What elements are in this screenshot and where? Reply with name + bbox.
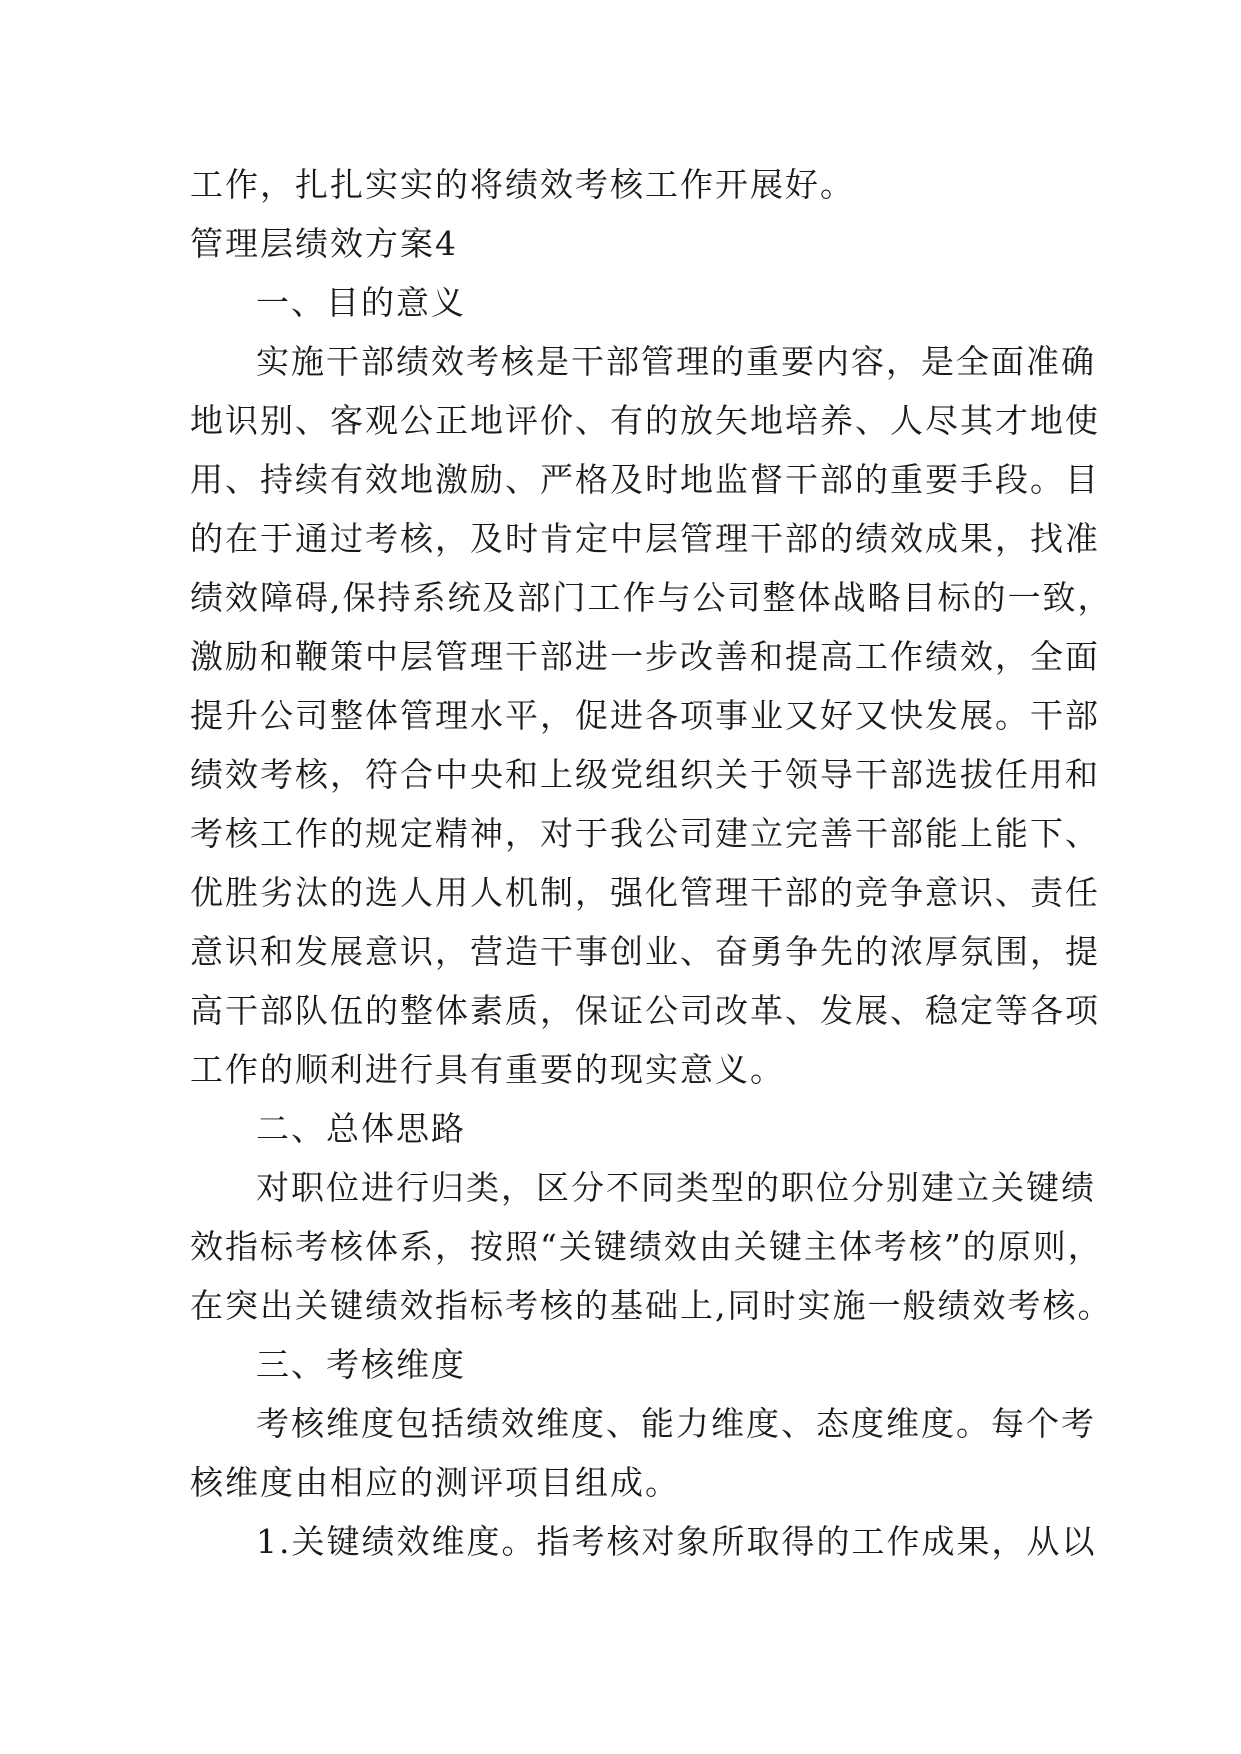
- list-item-key-performance: 1.关键绩效维度。指考核对象所取得的工作成果，从以: [256, 1522, 1097, 1561]
- paragraph-line: 对职位进行归类，区分不同类型的职位分别建立关键绩: [256, 1168, 1096, 1207]
- paragraph-line: 的在于通过考核，及时肯定中层管理干部的绩效成果，找准: [190, 519, 1100, 558]
- section-title: 管理层绩效方案4: [190, 224, 458, 263]
- paragraph-line: 意识和发展意识，营造干事创业、奋勇争先的浓厚氛围，提: [190, 932, 1100, 971]
- paragraph-line-continuation: 工作，扎扎实实的将绩效考核工作开展好。: [190, 165, 855, 204]
- heading-approach: 二、总体思路: [256, 1109, 466, 1148]
- paragraph-line-end: 在突出关键绩效指标考核的基础上,同时实施一般绩效考核。: [190, 1286, 1113, 1325]
- paragraph-line: 用、持续有效地激励、严格及时地监督干部的重要手段。目: [190, 460, 1100, 499]
- paragraph-line-end: 工作的顺利进行具有重要的现实意义。: [190, 1050, 785, 1089]
- paragraph-line: 实施干部绩效考核是干部管理的重要内容，是全面准确: [256, 342, 1096, 381]
- paragraph-line: 地识别、客观公正地评价、有的放矢地培养、人尽其才地使: [190, 401, 1100, 440]
- paragraph-line: 激励和鞭策中层管理干部进一步改善和提高工作绩效，全面: [190, 637, 1100, 676]
- paragraph-line: 优胜劣汰的选人用人机制，强化管理干部的竞争意识、责任: [190, 873, 1100, 912]
- paragraph-line-end: 核维度由相应的测评项目组成。: [190, 1463, 680, 1502]
- paragraph-line: 绩效考核，符合中央和上级党组织关于领导干部选拔任用和: [190, 755, 1100, 794]
- paragraph-line: 高干部队伍的整体素质，保证公司改革、发展、稳定等各项: [190, 991, 1100, 1030]
- heading-purpose: 一、目的意义: [256, 283, 466, 322]
- paragraph-line: 考核工作的规定精神，对于我公司建立完善干部能上能下、: [190, 814, 1100, 853]
- paragraph-line: 效指标考核体系，按照“关键绩效由关键主体考核”的原则，: [190, 1227, 1103, 1266]
- paragraph-line: 绩效障碍,保持系统及部门工作与公司整体战略目标的一致，: [190, 578, 1113, 617]
- paragraph-line: 考核维度包括绩效维度、能力维度、态度维度。每个考: [256, 1404, 1096, 1443]
- document-body: [190, 155, 1113, 1571]
- paragraph-line: 提升公司整体管理水平，促进各项事业又好又快发展。干部: [190, 696, 1100, 735]
- heading-dimensions: 三、考核维度: [256, 1345, 466, 1384]
